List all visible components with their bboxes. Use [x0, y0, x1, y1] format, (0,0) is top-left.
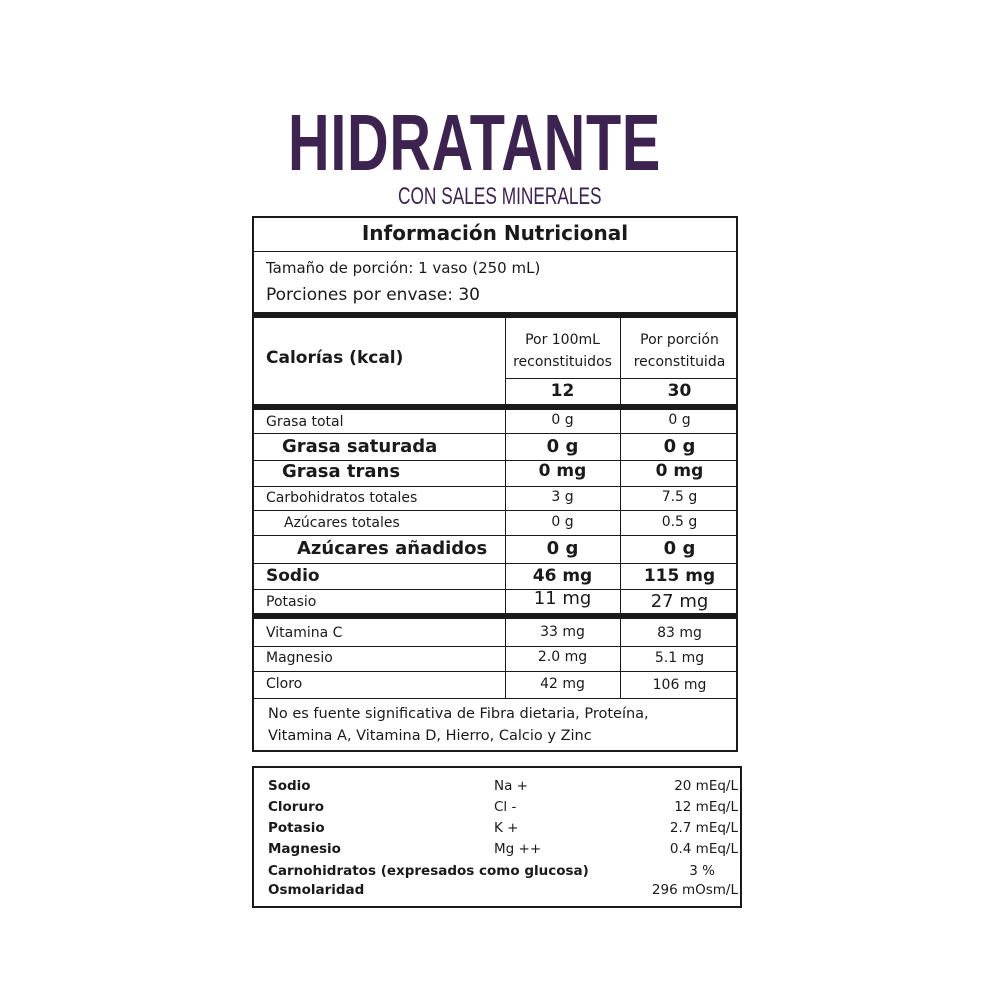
row-name: Grasa trans [282, 461, 401, 482]
label-title: Información Nutricional [361, 221, 629, 245]
row-value-col2: 115 mg [643, 566, 716, 586]
footnote-line2: Vitamina A, Vitamina D, Hierro, Calcio y Zinc [268, 728, 592, 744]
electrolyte-name: Osmolaridad [268, 882, 365, 898]
divider-headers [505, 378, 737, 379]
row-divider [253, 433, 737, 434]
row-value-col1: 11 mg [533, 588, 592, 609]
column-line-right [620, 318, 621, 698]
row-divider [253, 589, 737, 590]
row-name: Magnesio [266, 650, 333, 666]
row-name: Carbohidratos totales [266, 490, 418, 506]
divider-thick-servings [253, 312, 737, 318]
row-divider [253, 646, 737, 647]
footnote-line1: No es fuente significativa de Fibra dietaria, Proteína, [268, 706, 649, 722]
row-divider [253, 535, 737, 536]
electrolyte-name: Cloruro [268, 799, 325, 815]
row-value-col1: 0 g [551, 514, 574, 530]
row-name: Vitamina C [266, 625, 343, 641]
row-value-col1: 46 mg [532, 566, 593, 586]
serving-size: Tamaño de porción: 1 vaso (250 mL) [266, 259, 541, 277]
electrolyte-name: Sodio [268, 778, 311, 794]
col2-header-line2: reconstituida [633, 354, 726, 370]
row-value-col2: 0 g [663, 436, 696, 457]
row-divider [253, 510, 737, 511]
electrolyte-name: Potasio [268, 820, 325, 836]
row-value-col1: 42 mg [540, 676, 585, 692]
electrolyte-value: 20 mEq/L [674, 778, 738, 794]
servings-per-container: Porciones por envase: 30 [266, 285, 481, 305]
brand-title: HIDRATANTE [288, 98, 662, 187]
col1-header-line2: reconstituidos [513, 354, 612, 370]
row-value-col2: 83 mg [657, 625, 702, 641]
calories-label: Calorías (kcal) [266, 348, 404, 368]
electrolyte-symbol: Cl - [494, 799, 517, 815]
divider-thick-calories [253, 404, 737, 410]
row-value-col1: 0 g [551, 412, 574, 428]
row-name: Potasio [266, 594, 317, 610]
row-value-col2: 7.5 g [661, 489, 698, 505]
row-value-col1: 0 g [546, 538, 579, 559]
row-value-col2: 0.5 g [661, 514, 698, 530]
row-name: Azúcares totales [284, 515, 400, 531]
row-name: Sodio [266, 566, 320, 586]
calories-col2: 30 [667, 381, 692, 401]
electrolyte-value: 2.7 mEq/L [669, 820, 738, 836]
electrolyte-value: 12 mEq/L [674, 799, 738, 815]
col1-header-line1: Por 100mL [525, 332, 600, 348]
electrolyte-symbol: Mg ++ [494, 841, 542, 857]
row-value-col2: 5.1 mg [654, 650, 705, 666]
electrolyte-symbol: K + [494, 820, 519, 836]
row-value-col1: 3 g [551, 489, 574, 505]
row-name: Grasa saturada [282, 436, 438, 457]
row-value-col1: 0 mg [538, 461, 587, 481]
row-divider [253, 486, 737, 487]
row-value-col2: 0 g [663, 538, 696, 559]
electrolyte-value: 0.4 mEq/L [669, 841, 738, 857]
electrolyte-value: 3 % [689, 863, 715, 879]
row-value-col2: 0 g [668, 412, 691, 428]
row-value-col1: 2.0 mg [537, 649, 588, 665]
electrolyte-name: Magnesio [268, 841, 341, 857]
row-name: Azúcares añadidos [297, 538, 488, 559]
col2-header-line1: Por porción [640, 332, 719, 348]
electrolyte-symbol: Na + [494, 778, 528, 794]
electrolyte-value: 296 mOsm/L [651, 882, 738, 898]
electrolyte-name: Carnohidratos (expresados como glucosa) [268, 863, 589, 879]
row-value-col2: 27 mg [650, 591, 709, 612]
divider-thick-vitamins [253, 613, 737, 619]
row-divider [253, 698, 737, 699]
divider-title [253, 251, 737, 252]
row-value-col1: 0 g [546, 436, 579, 457]
calories-col1: 12 [550, 381, 575, 401]
row-value-col1: 33 mg [540, 624, 585, 640]
row-value-col2: 0 mg [655, 461, 704, 481]
column-line-left [505, 318, 506, 698]
row-divider [253, 671, 737, 672]
row-value-col2: 106 mg [652, 677, 707, 693]
row-name: Grasa total [266, 414, 344, 430]
row-divider [253, 563, 737, 564]
row-name: Cloro [266, 676, 303, 692]
brand-subtitle: CON SALES MINERALES [398, 183, 602, 210]
